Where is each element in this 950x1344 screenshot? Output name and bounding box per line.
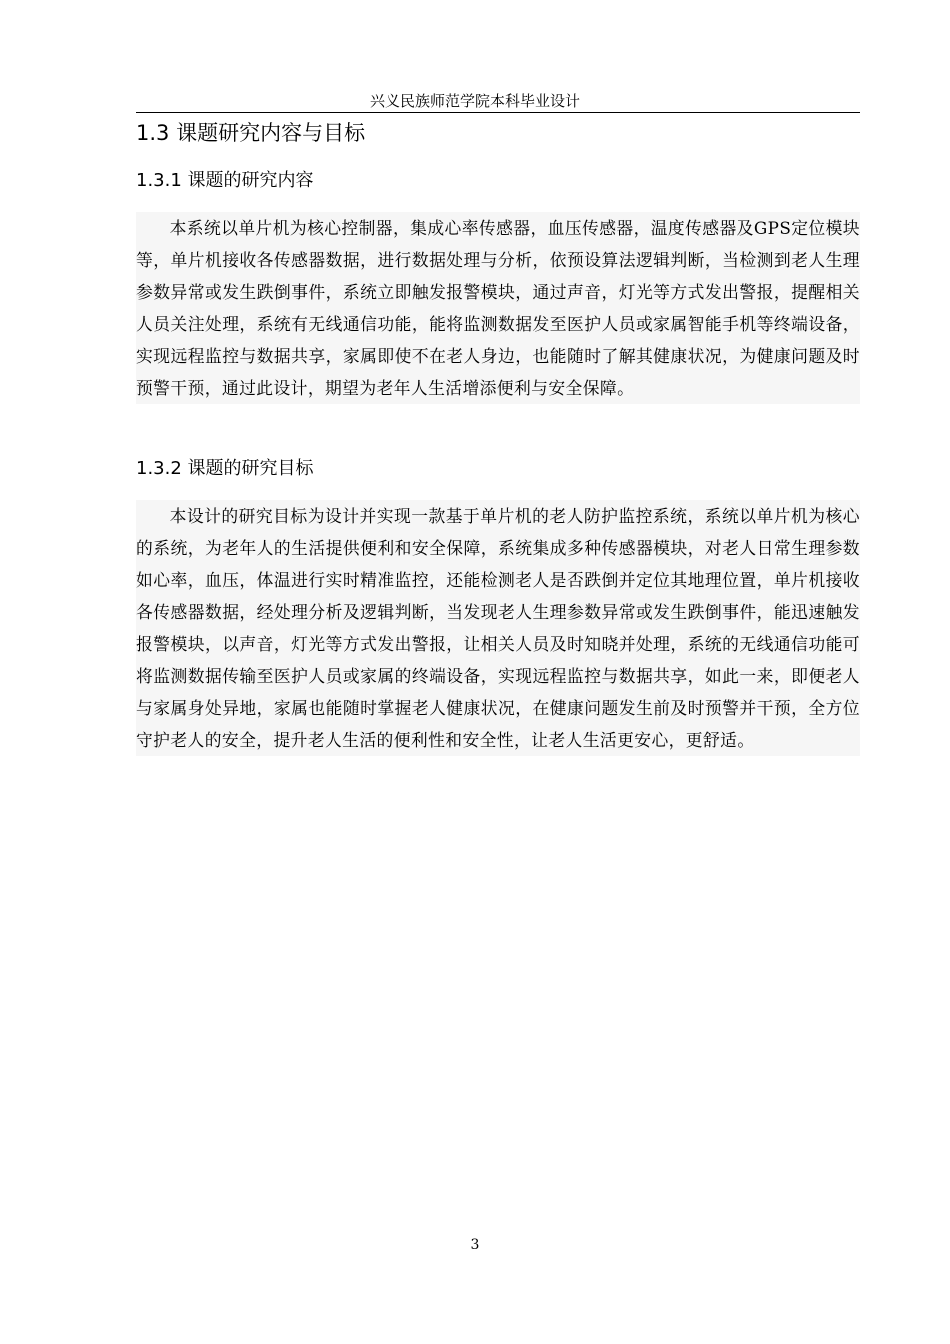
header-divider: [136, 112, 860, 113]
paragraph-research-goals: 本设计的研究目标为设计并实现一款基于单片机的老人防护监控系统，系统以单片机为核心的系统，为老年人的生活提供便利和安全保障，系统集成多种传感器模块，对老人日常生理参数如心率，血压，体温进行实时精准监控，还能检测老人是否跌倒并定位其地理位置，单片机接收各传感器数据，经处理分析及逻辑判断，当发现老人生理参数异常或发生跌倒事件，能迅速触发报警模块，以声音，灯光等方式发出警报，让相关人员及时知晓并处理，系统的无线通信功能可将监测数据传输至医护人员或家属的终端设备，实现远程监控与数据共享，如此一来，即便老人与家属身处异地，家属也能随时掌握老人健康状况，在健康问题发生前及时预警并干预，全方位守护老人的安全，提升老人生活的便利性和安全性，让老人生活更安心，更舒适。: [136, 500, 860, 756]
page-header-title: 兴义民族师范学院本科毕业设计: [369, 92, 580, 110]
subsection-heading-goals: 1.3.2 课题的研究目标: [136, 458, 314, 479]
subsection-heading-content: 1.3.1 课题的研究内容: [136, 170, 314, 191]
section-heading: 1.3 课题研究内容与目标: [136, 121, 366, 145]
page-number: 3: [470, 1237, 480, 1253]
paragraph-research-content: 本系统以单片机为核心控制器，集成心率传感器，血压传感器，温度传感器及GPS定位模块等，单片机接收各传感器数据，进行数据处理与分析，依预设算法逻辑判断，当检测到老人生理参数异常或发生跌倒事件，系统立即触发报警模块，通过声音，灯光等方式发出警报，提醒相关人员关注处理，系统有无线通信功能，能将监测数据发至医护人员或家属智能手机等终端设备，实现远程监控与数据共享，家属即使不在老人身边，也能随时了解其健康状况，为健康问题及时预警干预，通过此设计，期望为老年人生活增添便利与安全保障。: [136, 212, 860, 404]
